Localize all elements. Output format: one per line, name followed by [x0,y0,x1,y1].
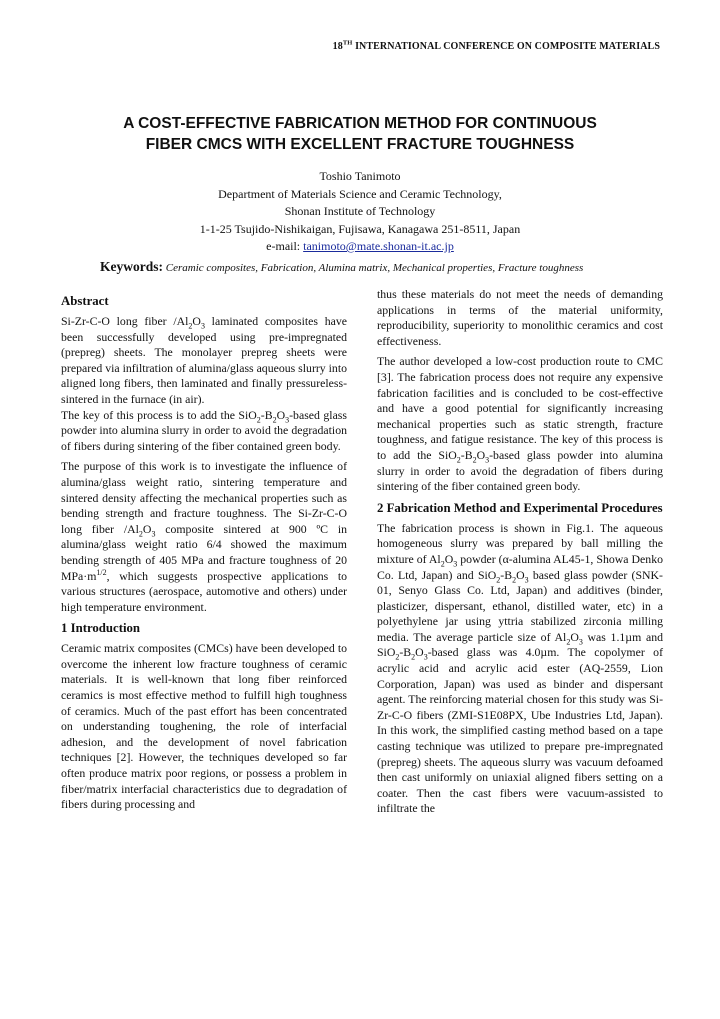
fabrication-paragraph-1: The fabrication process is shown in Fig.1. The aqueous homogeneous slurry was prepared by ball milling the mixture of $Al_2O_3$ powder (α-alumina AL45-1, Showa Denko Co. Ltd, Japan) and $SiO_2-B_2O_3$ based glass powder (SNK-01, Senyo Glass Co. Ltd, Japan) and additives (binder, plasticizer, dispersant, ethanol, distilled water, etc) in a polyethylene jar using yttria stabilized zirconia milling media. The average particle size of $Al_2O_3$ was 1.1µm and $SiO_2-B_2O_3$-based glass was 4.0µm. The copolymer of acrylic acid and acrylic acid ester (AQ-2559, Lion Corporation, Japan) was used as binder and dispersant agent. The reinforcing material chosen for this study was Si-Zr-C-O fibers (ZMI-S1E08PX, Ube Industries Ltd, Japan). In this work, the simplified casting method based on a tape casting technique was utilized to prepare pre-impregnated (prepreg) sheets. The aqueous slurry was vacuum defoamed then cast uniformly on uniaxial aligned fibers setting on a coater. Then the cast fibers were vacuum-assisted to infiltrate the [377,520,663,816]
introduction-heading: 1 Introduction [61,621,141,636]
abstract-paragraph-1: Si-Zr-C-O long fiber $/Al_2O_3$ laminated composites have been successfully developed using pre-impregnated (prepreg) sheets. The monolayer prepreg sheets were prepared via infiltration of alumina/glass aqueous slurry into aligned long fibers, then laminated and finally pressureless-sintered in the furnace (in air). [61,314,347,406]
title-line-2: FIBER CMCS WITH EXCELLENT FRACTURE TOUGHNESS [145,136,575,153]
email-link[interactable]: tanimoto@mate.shonan-it.ac.jp [303,239,454,253]
keywords-line [100,259,690,275]
fabrication-heading: 2 Fabrication Method and Experimental Procedures [377,500,663,515]
author-name: Toshio Tanimoto [319,169,401,183]
right-column [377,287,663,822]
left-column [61,287,347,818]
conference-name: INTERNATIONAL CONFERENCE ON COMPOSITE MATERIALS [355,41,660,52]
intro-paragraph-2: The author developed a low-cost production route to CMC [3]. The fabrication process does not require any expensive fabrication facilities and is concluded to be cost-effective and have a good potential for significantly increasing mechanical properties such as static strength, fracture toughness, and fatigue resistance. The key of this process is to add the $SiO_2-B_2O_3$-based glass powder into alumina slurry in order to avoid the degradation of fibers during sintering of the fiber contained green body. [377,354,663,494]
paper-title [60,113,660,155]
conference-header [0,41,720,52]
conference-number-suffix: TH [342,39,353,47]
affiliation-department: Department of Materials Science and Ceramic Technology, [218,186,502,201]
introduction-paragraph-1: Ceramic matrix composites (CMCs) have been developed to overcome the inherent low fracture toughness of ceramic materials. It is well-known that long fiber reinforced ceramics is most effective method to fulfill high toughness of ceramics. Much of the past effort has been concentrated on understanding toughening, the role of interfacial adhesion, and the development of novel fabrication techniques [2]. However, the techniques developed so far often produce matrix poor regions, or possess a problem in fiber/matrix interfacial characteristics due to degradation of fibers during processing and [61,641,347,812]
affiliation-address: 1-1-25 Tsujido-Nishikaigan, Fujisawa, Kanagawa 251-8511, Japan [199,221,521,236]
author-block [60,168,660,256]
abstract-paragraph-2: The key of this process is to add the $SiO_2-B_2O_3$-based glass powder into alumina slurry in order to avoid the degradation of fibers during sintering of the fiber contained green body. [61,407,347,453]
intro-continuation-paragraph: thus these materials do not meet the needs of demanding applications in terms of the material uniformity, reproducibility, superiority to monolithic ceramics and cost effectiveness. [377,287,663,348]
email-label: e-mail: [266,239,304,253]
keywords-text: Ceramic composites, Fabrication, Alumina matrix, Mechanical properties, Fracture toughness [165,262,584,274]
affiliation-institute: Shonan Institute of Technology [284,204,436,218]
title-line-1: A COST-EFFECTIVE FABRICATION METHOD FOR CONTINUOUS [123,115,597,132]
conference-number: 18 [332,41,343,52]
abstract-heading: Abstract [61,294,109,308]
email-line [60,238,660,256]
abstract-paragraph-3: The purpose of this work is to investigate the influence of alumina/glass weight ratio, sintering temperature and sintered density affecting the mechanical properties such as bending strength and fracture toughness. The Si-Zr-C-O long fiber $/Al_2O_3$ composite sintered at 900 ºC in alumina/glass weight ratio 6/4 showed the maximum bending strength of 405 MPa and fracture toughness of 20 $MPa\cdot m^{1/2}$, which suggests prospective applications to various structures (aerospace, automotive and others) under high temperature environment. [61,459,347,614]
keywords-label: Keywords: [100,259,163,274]
